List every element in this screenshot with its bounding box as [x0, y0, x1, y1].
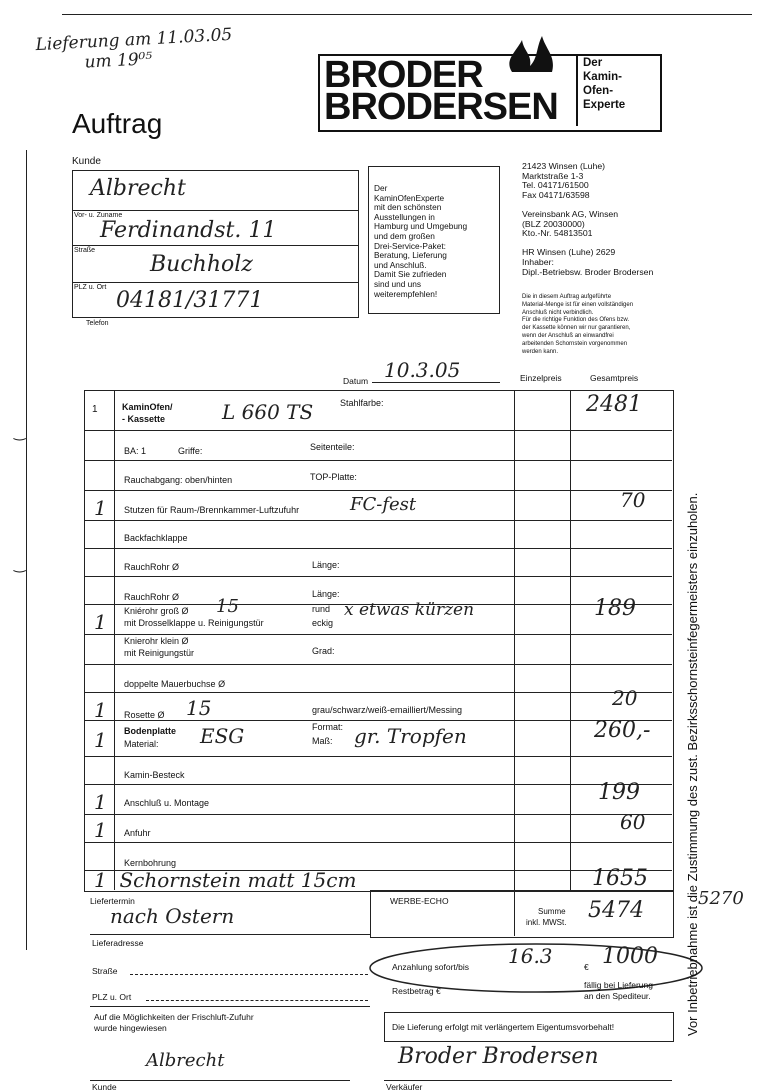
price-ofen: 2481	[586, 392, 642, 417]
customer-section-label: Kunde	[72, 156, 101, 167]
rauchrohr1-label: RauchRohr Ø	[124, 562, 180, 572]
page-title: Auftrag	[72, 108, 163, 139]
promo-line: und Anschluß.	[374, 259, 427, 270]
ba-label: BA: 1	[124, 446, 147, 456]
price-schornstein: 1655	[592, 866, 648, 891]
schornstein-text: Schornstein matt 15cm	[119, 868, 357, 892]
kaminofen-label: KaminOfen/	[122, 402, 173, 412]
customer-street: Ferdinandst. 11	[100, 218, 277, 243]
price-anfuhr: 60	[620, 810, 646, 834]
margin-mark-2: ‿	[14, 556, 26, 572]
grad-label: Grad:	[312, 646, 335, 656]
liefertermin-handwritten: nach Ostern	[110, 904, 235, 928]
promo-line: Damit Sie zufrieden	[374, 269, 447, 280]
summe-handwritten: 5474	[588, 898, 644, 923]
stutzen-label: Stutzen für Raum-/Brennkammer-Luftzufuhr	[124, 505, 300, 515]
customer-phone-label: Telefon	[86, 320, 109, 327]
liefertermin-label: Liefertermin	[90, 896, 135, 906]
customer-phone: 04181/31771	[116, 288, 264, 313]
company-line: Kto.-Nr. 54813501	[522, 228, 593, 239]
stahlfarbe-label: Stahlfarbe:	[340, 398, 384, 408]
kamin-besteck-label: Kamin-Besteck	[124, 770, 185, 780]
kernbohrung-label: Kernbohrung	[124, 858, 177, 868]
seller-signature: Broder Brodersen	[398, 1044, 599, 1069]
total-price-header: Gesamtpreis	[590, 373, 639, 383]
anzahlung-amount-handwritten: 1000	[602, 944, 658, 969]
flame-icon	[502, 34, 560, 74]
date-label: Datum	[343, 376, 369, 386]
summe-label: Summe	[538, 907, 566, 916]
rosette-label: Rosette Ø	[124, 710, 165, 720]
rauchabgang-label: Rauchabgang: oben/hinten	[124, 475, 233, 485]
customer-city-label: PLZ u. Ort	[74, 284, 107, 291]
promo-line: KaminOfenExperte	[374, 192, 445, 203]
qty-bodenplatte: 1	[94, 728, 107, 752]
knie1-handwritten: 15	[216, 596, 239, 617]
customer-city: Buchholz	[150, 252, 253, 277]
company-line: HR Winsen (Luhe) 2629	[522, 247, 616, 258]
page-top-border	[62, 14, 752, 15]
qty-schornstein: 1	[94, 868, 107, 892]
kassette-label: - Kassette	[122, 414, 166, 424]
customer-name-label: Vor- u. Zuname	[74, 212, 123, 219]
knie1b-label: mit Drosselklappe u. Reinigungstür	[124, 618, 264, 628]
customer-name: Albrecht	[90, 176, 186, 201]
laenge1-label: Länge:	[312, 560, 340, 570]
knie1-label: Kniérohr groß Ø	[124, 606, 189, 616]
disclaimer-line: arbeitenden Schornstein vorgenommen	[522, 340, 628, 347]
format-label: Format:	[312, 722, 344, 732]
qty-anfuhr: 1	[94, 818, 107, 842]
price-anschluss: 199	[598, 780, 640, 805]
customer-street-label: Straße	[74, 247, 96, 254]
qty-knie: 1	[94, 610, 107, 634]
margin-mark-1: ‿	[14, 424, 26, 440]
promo-line: und dem großen	[374, 230, 435, 241]
knie2b-label: mit Reinigungstür	[124, 648, 195, 658]
disclaimer-line: Die in diesem Auftrag aufgeführte	[522, 294, 612, 300]
promo-line: Der	[374, 183, 388, 193]
logo-line2: BRODERSEN	[324, 86, 558, 128]
faellig-line2: an den Spediteur.	[584, 991, 651, 1001]
price-bodenplatte: 260,-	[594, 718, 651, 743]
promo-line: weiterempfehlen!	[374, 288, 438, 299]
unit-price-header: Einzelpreis	[520, 373, 562, 383]
top-platte-label: TOP-Platte:	[310, 472, 357, 482]
knie-handwritten: x etwas kürzen	[344, 600, 475, 620]
lieferadresse-label: Lieferadresse	[92, 938, 144, 948]
inkl-mwst-label: inkl. MWSt.	[526, 918, 567, 927]
eckig-label: eckig	[312, 618, 334, 628]
promo-line: Ausstellungen in	[374, 211, 435, 222]
customer-signature: Albrecht	[146, 1050, 225, 1071]
kunde-signature-label: Kunde	[92, 1082, 117, 1092]
verkaeufer-label: Verkäufer	[386, 1082, 423, 1092]
company-line: 21423 Winsen (Luhe)	[522, 161, 606, 171]
qty-rosette: 1	[94, 698, 107, 722]
material-handwritten: ESG	[200, 724, 245, 748]
laenge2-label: Länge:	[312, 589, 340, 599]
restbetrag-label: Restbetrag €	[392, 986, 441, 996]
company-line: Vereinsbank AG, Winsen	[522, 208, 619, 219]
company-info	[522, 162, 672, 277]
handwritten-delivery-note: Lieferung am 11.03.05 um 19⁰⁵	[35, 24, 233, 73]
bodenplatte-label: Bodenplatte	[124, 726, 177, 736]
rund-label: rund	[312, 604, 331, 614]
promo-text	[374, 184, 496, 299]
promo-line: Hamburg und Umgebung	[374, 221, 468, 232]
seitenteile-label: Seitenteile:	[310, 442, 355, 452]
vertical-note: Vor Inbetriebnahme ist die Zustimmung des zust. Bezirksschornsteinfegermeisters einzuholen.	[685, 492, 700, 1036]
anschluss-label: Anschluß u. Montage	[124, 798, 210, 808]
mass-handwritten: gr. Tropfen	[354, 724, 467, 748]
backfach-label: Backfachklappe	[124, 533, 188, 543]
faellig-line1: fällig bei Lieferung	[584, 980, 653, 990]
rauchrohr2-label: RauchRohr Ø	[124, 592, 180, 602]
company-line: Marktstraße 1-3	[522, 170, 584, 181]
rosette-colors: grau/schwarz/weiß-emailliert/Messing	[312, 705, 463, 715]
price-stutzen: 70	[620, 488, 646, 512]
disclaimer-line: Für die richtige Funktion des Ofens bzw.	[522, 317, 630, 324]
logo-line1: BRODER	[324, 54, 483, 96]
company-line: (BLZ 20030000)	[522, 218, 585, 229]
company-line: Dipl.-Betriebsw. Broder Brodersen	[522, 266, 654, 277]
euro-sign: €	[584, 962, 589, 972]
qty-ofen: 1	[92, 404, 98, 415]
anfuhr-label: Anfuhr	[124, 828, 151, 838]
date-value: 10.3.05	[384, 358, 461, 382]
plz-label: PLZ u. Ort	[92, 992, 132, 1002]
material-label: Material:	[124, 739, 159, 749]
disclaimer-line: der Kassette können wir nur garantieren,	[522, 325, 631, 332]
company-line: Inhaber:	[522, 256, 554, 267]
anzahlung-label: Anzahlung sofort/bis	[392, 962, 470, 972]
promo-line: sind und uns	[374, 278, 422, 289]
price-rosette: 20	[612, 686, 638, 710]
anzahlung-date-handwritten: 16.3	[508, 944, 553, 968]
qty-anschluss: 1	[94, 790, 107, 814]
strasse-label: Straße	[92, 966, 118, 976]
price-knie: 189	[594, 596, 636, 621]
company-line: Tel. 04171/61500	[522, 180, 589, 191]
disclaimer-line: wenn der Anschluß an einwandfrei	[522, 332, 614, 339]
griffe-label: Griffe:	[178, 446, 203, 456]
disclaimer-line: Material-Menge ist für einen vollständigen	[522, 301, 634, 308]
rosette-handwritten: 15	[186, 696, 212, 720]
disclaimer-line: Anschluß nicht verbindlich.	[522, 309, 594, 316]
mass-label: Maß:	[312, 736, 333, 746]
company-line: Fax 04171/63598	[522, 189, 590, 200]
frischluft-line2: wurde hingewiesen	[94, 1023, 167, 1033]
promo-line: mit den schönsten	[374, 202, 442, 213]
logo-tagline: Der Kamin- Ofen- Experte	[576, 56, 663, 126]
schornstein-handwritten	[94, 868, 356, 892]
ofen-model: L 660 TS	[222, 400, 314, 424]
frischluft-line1: Auf die Möglichkeiten der Frischluft-Zufuhr	[94, 1012, 254, 1022]
qty-stutzen: 1	[94, 496, 107, 520]
knie2-label: Knierohr klein Ø	[124, 636, 189, 646]
disclaimer-text	[522, 294, 682, 356]
eigentum-text: Die Lieferung erfolgt mit verlängertem Eigentumsvorbehalt!	[392, 1022, 615, 1032]
stutzen-handwritten: FC-fest	[350, 494, 417, 515]
mauerbuchse-label: doppelte Mauerbuchse Ø	[124, 679, 226, 689]
summe-side-handwritten: 5270	[698, 888, 744, 909]
werbe-echo-label: WERBE-ECHO	[390, 896, 449, 906]
promo-line: Drei-Service-Paket:	[374, 240, 446, 251]
disclaimer-line: werden kann.	[522, 348, 559, 355]
promo-line: Beratung, Lieferung	[374, 250, 447, 261]
page-left-border	[26, 150, 27, 950]
